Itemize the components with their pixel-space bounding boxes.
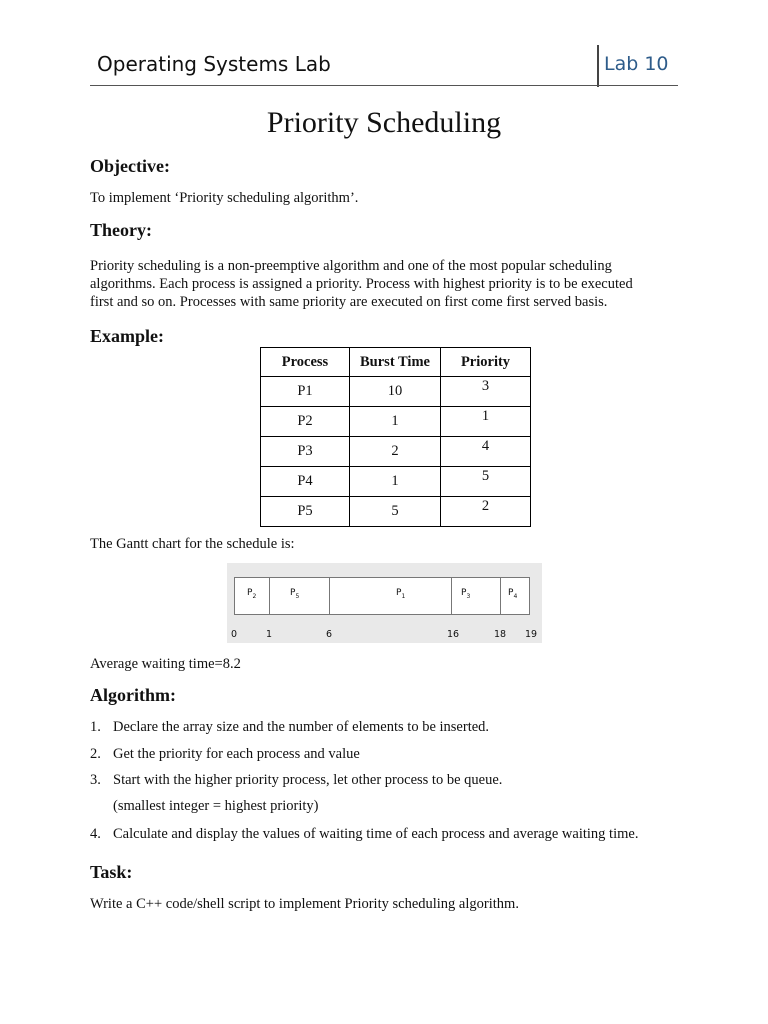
task-heading: Task: [90,862,133,882]
header-title: Operating Systems Lab [97,52,331,76]
cell-priority: 1 [441,407,531,437]
cell-burst: 2 [350,437,441,467]
table-row [261,497,531,527]
theory-line-1: Priority scheduling is a non-preemptive algorithm and one of the most popular scheduling [90,258,612,274]
gantt-tick-label: 6 [325,629,333,640]
cell-process: P2 [261,407,350,437]
cell-process: P1 [261,377,350,407]
gantt-tick-label: 0 [230,629,238,640]
table-row [261,467,531,497]
column-header-priority: Priority [441,348,531,377]
lab-number: Lab 10 [604,53,669,75]
column-header-process: Process [261,348,350,377]
cell-burst: 1 [350,407,441,437]
gantt-tick-label: 1 [265,629,273,640]
table-header-row [261,348,531,377]
algorithm-heading: Algorithm: [90,685,176,705]
algorithm-step-text: Start with the higher priority process, let other process to be queue. [113,772,503,788]
cell-priority: 2 [441,497,531,527]
task-text: Write a C++ code/shell script to implement Priority scheduling algorithm. [90,896,519,912]
algorithm-step-text: Calculate and display the values of waiting time of each process and average waiting time. [113,826,639,842]
gantt-tick-label: 18 [493,629,507,640]
algorithm-step-text: Declare the array size and the number of elements to be inserted. [113,719,490,735]
cell-burst: 10 [350,377,441,407]
column-header-burst-time: Burst Time [350,348,441,377]
cell-burst: 1 [350,467,441,497]
cell-priority: 5 [441,467,531,497]
gantt-frame [234,577,530,615]
cell-process: P5 [261,497,350,527]
table-row [261,377,531,407]
algorithm-step-number: 1. [90,719,101,735]
gantt-divider [500,577,501,615]
algorithm-step-number: 3. [90,772,101,788]
gantt-block-label: $P_2$ [247,588,257,600]
cell-burst: 5 [350,497,441,527]
algorithm-step-number: 4. [90,826,101,842]
header-divider [597,45,599,87]
page-title: Priority Scheduling [266,106,502,139]
gantt-divider [269,577,270,615]
table-row [261,437,531,467]
header-rule [90,85,678,86]
algorithm-step-number: 2. [90,746,101,762]
cell-priority: 4 [441,437,531,467]
cell-priority: 3 [441,377,531,407]
example-heading: Example: [90,326,164,346]
objective-heading: Objective: [90,156,170,176]
algorithm-step-note: (smallest integer = highest priority) [113,798,319,814]
process-table [260,347,531,527]
gantt-block-label: $P_5$ [290,588,300,600]
cell-process: P3 [261,437,350,467]
algorithm-step-text: Get the priority for each process and value [113,746,360,762]
gantt-block-label: $P_4$ [508,588,518,600]
theory-line-2: algorithms. Each process is assigned a priority. Process with highest priority is to be executed [90,276,633,292]
objective-text: To implement ‘Priority scheduling algorithm’. [90,190,359,206]
average-waiting-time: Average waiting time=8.2 [90,656,241,672]
cell-process: P4 [261,467,350,497]
theory-heading: Theory: [90,220,152,240]
gantt-block-label: $P_1$ [396,588,406,600]
table-row [261,407,531,437]
gantt-divider [329,577,330,615]
theory-line-3: first and so on. Processes with same priority are executed on first come first served basis. [90,294,608,310]
gantt-block-label: $P_3$ [461,588,471,600]
gantt-tick-label: 19 [524,629,538,640]
gantt-caption: The Gantt chart for the schedule is: [90,536,295,552]
gantt-tick-label: 16 [446,629,460,640]
gantt-divider [451,577,452,615]
